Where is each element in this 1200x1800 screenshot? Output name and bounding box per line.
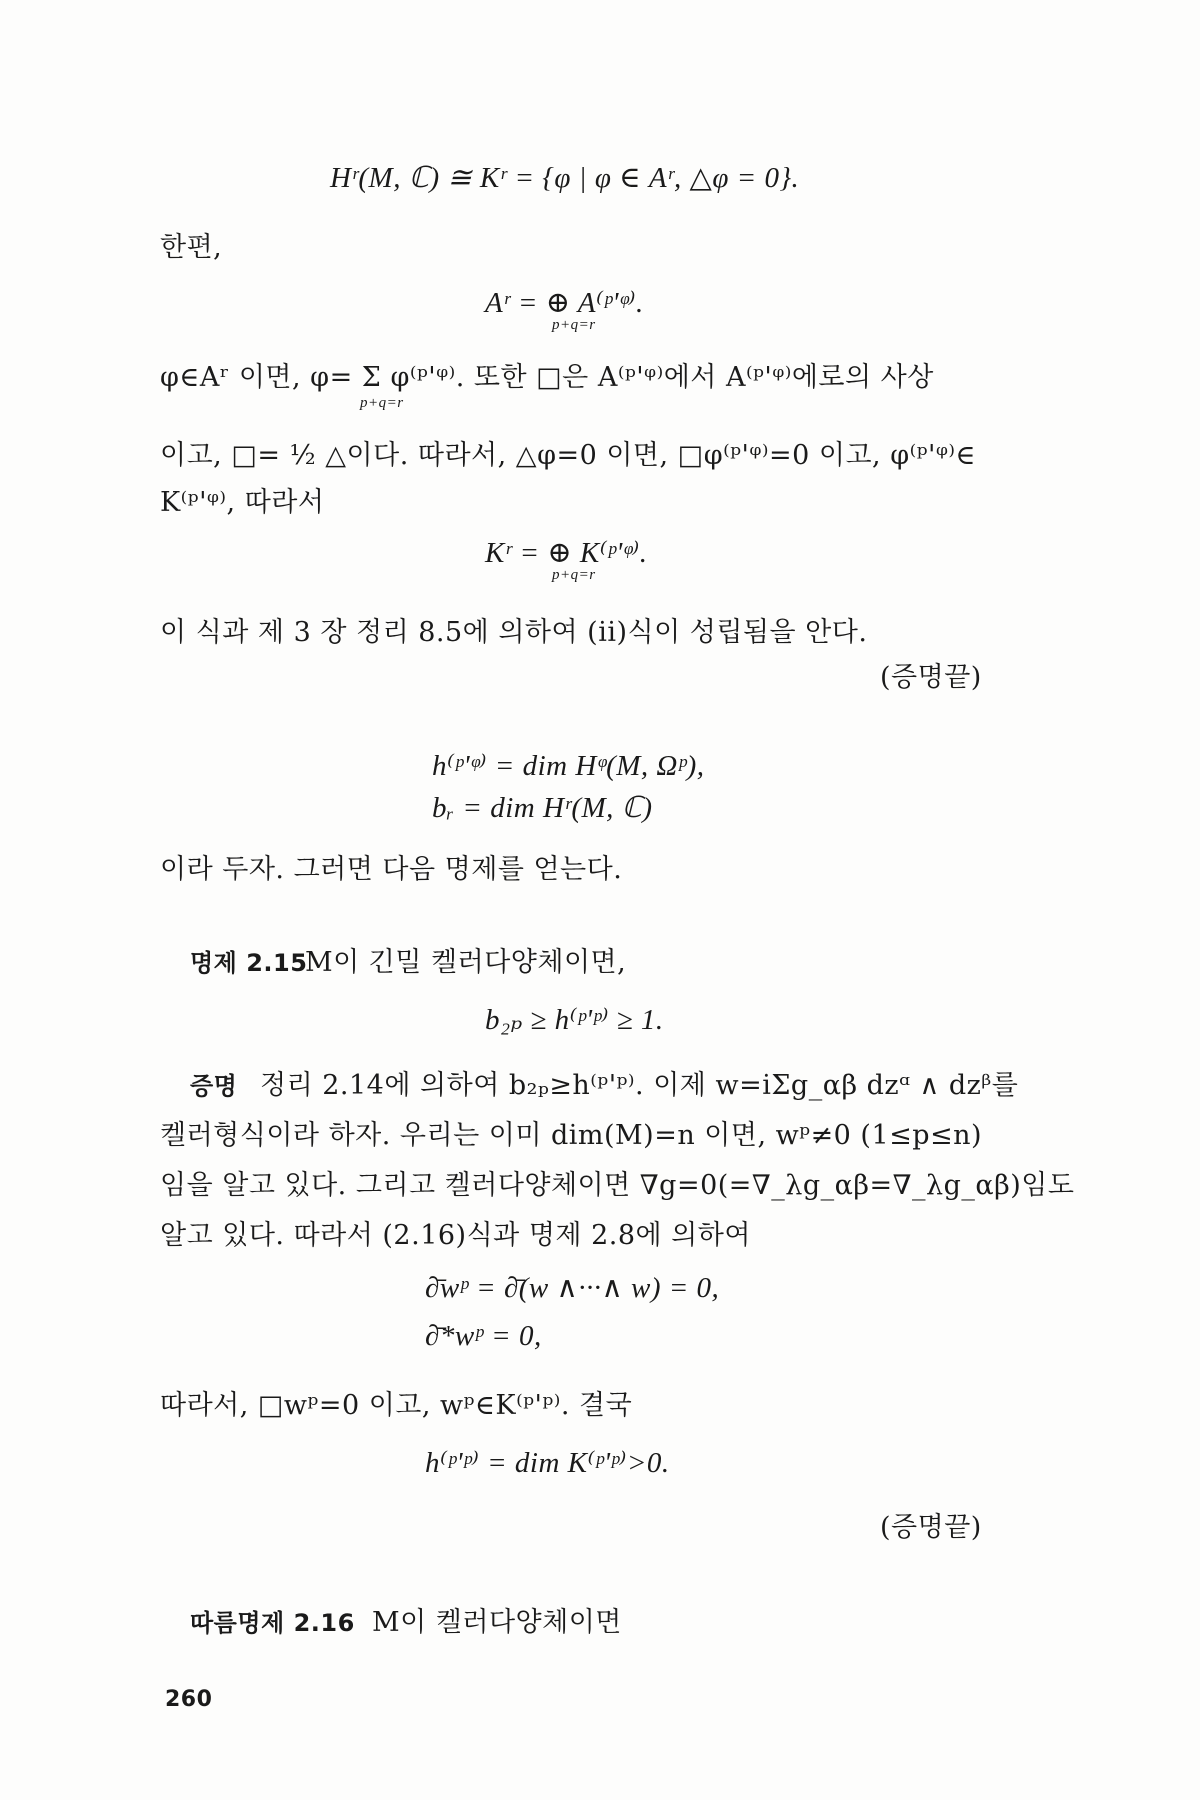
- qed-marker: (증명끝): [880, 662, 982, 693]
- corollary-text: M이 켈러다양체이면: [372, 1607, 622, 1638]
- equation-hodge-iso: Hʳ(M, ℂ) ≅ Kʳ = {φ | φ ∈ Aʳ, △φ = 0}.: [330, 162, 800, 194]
- equation-dbar: ∂̄wᵖ = ∂̄(w ∧···∧ w) = 0,: [425, 1272, 720, 1304]
- equation-dbar-star: ∂̄*wᵖ = 0,: [425, 1320, 542, 1352]
- paragraph-line: 이라 두자. 그러면 다음 명제를 얻는다.: [160, 854, 623, 885]
- proposition-text: M이 긴밀 켈러다양체이면,: [305, 947, 627, 978]
- paragraph-line: 켈러형식이라 하자. 우리는 이미 dim(M)=n 이면, wᵖ≠0 (1≤p≤n): [160, 1120, 983, 1151]
- text-hanpyeon: 한편,: [160, 232, 223, 263]
- page-number: 260: [165, 1687, 213, 1712]
- paragraph-line: 임을 알고 있다. 그리고 켈러다양체이면 ∇g=0(=∇_λg_αβ=∇_λg_αβ)임도: [160, 1170, 1075, 1201]
- equation-betti-number: bᵣ = dim Hʳ(M, ℂ): [432, 792, 653, 824]
- qed-marker: (증명끝): [880, 1512, 982, 1543]
- equation-k-decomposition: Kʳ = ⊕ K⁽ᵖ'ᵠ⁾.: [485, 537, 648, 569]
- equation-a-decomposition-subscript: p+q=r: [552, 317, 596, 333]
- equation-hodge-number: h⁽ᵖ'ᵠ⁾ = dim Hᵠ(M, Ωᵖ),: [432, 750, 705, 782]
- proof-text: 정리 2.14에 의하여 b₂ₚ≥h⁽ᵖ'ᵖ⁾. 이제 w=iΣg_αβ dzᵅ ∧ dzᵝ를: [260, 1070, 1019, 1101]
- equation-k-decomposition-subscript: p+q=r: [552, 567, 596, 583]
- proof-label: 증명: [190, 1072, 238, 1100]
- corollary-label: 따름명제 2.16: [190, 1609, 355, 1637]
- sum-subscript: p+q=r: [360, 395, 404, 411]
- paragraph-line: 알고 있다. 따라서 (2.16)식과 명제 2.8에 의하여: [160, 1220, 751, 1251]
- paragraph-line: 따라서, □wᵖ=0 이고, wᵖ∈K⁽ᵖ'ᵖ⁾. 결국: [160, 1390, 633, 1421]
- equation-hpp-positive: h⁽ᵖ'ᵖ⁾ = dim K⁽ᵖ'ᵖ⁾>0.: [425, 1447, 670, 1479]
- paragraph-line: 이 식과 제 3 장 정리 8.5에 의하여 (ii)식이 성립됨을 안다.: [160, 617, 868, 648]
- paragraph-line: K⁽ᵖ'ᵠ⁾, 따라서: [160, 487, 325, 518]
- equation-a-decomposition: Aʳ = ⊕ A⁽ᵖ'ᵠ⁾.: [485, 287, 644, 319]
- paragraph-line: φ∈Aʳ 이면, φ= Σ φ⁽ᵖ'ᵠ⁾. 또한 □은 A⁽ᵖ'ᵠ⁾에서 A⁽ᵖ'ᵠ⁾에로의 사상: [160, 362, 934, 393]
- paragraph-line: 이고, □= ½ △이다. 따라서, △φ=0 이면, □φ⁽ᵖ'ᵠ⁾=0 이고, φ⁽ᵖ'ᵠ⁾∈: [160, 440, 976, 471]
- equation-inequality: b₂ₚ ≥ h⁽ᵖ'ᵖ⁾ ≥ 1.: [485, 1004, 664, 1036]
- proposition-label: 명제 2.15: [190, 949, 308, 977]
